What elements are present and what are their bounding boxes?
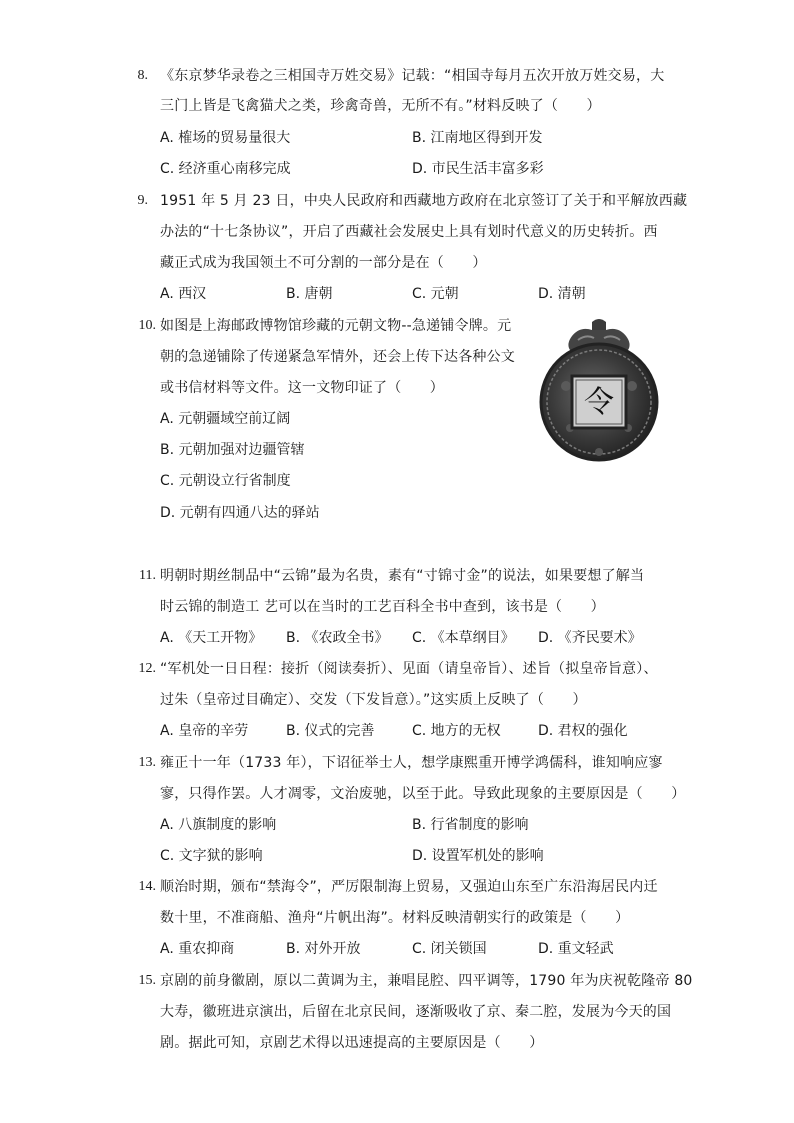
question-text: 办法的“十七条协议”，开启了西藏社会发展史上具有划时代意义的历史转折。西: [160, 224, 658, 240]
option-a[interactable]: A. 元朝疆域空前辽阔: [160, 411, 291, 427]
question-text: 数十里，不准商船、渔舟“片帆出海”。材料反映清朝实行的政策是（ ）: [160, 910, 630, 926]
question-text: 顺治时期，颁布“禁海令”，严厉限制海上贸易，又强迫山东至广东沿海居民内迁: [160, 879, 658, 895]
question-text: 时云锦的制造工 艺可以在当时的工艺百科全书中查到，该书是（ ）: [160, 599, 605, 615]
option-c[interactable]: C. 地方的无权: [412, 723, 501, 739]
option-d[interactable]: D. 君权的强化: [538, 723, 628, 739]
option-b[interactable]: B. 江南地区得到开发: [412, 130, 543, 146]
question-text: 《东京梦华录卷之三相国寺万姓交易》记载：“相国寺每月五次开放万姓交易，大: [160, 68, 665, 84]
question-text: 寥，只得作罢。人才凋零，文治废驰，以至于此。导致此现象的主要原因是（ ）: [160, 786, 686, 802]
option-b[interactable]: B. 仪式的完善: [286, 723, 375, 739]
option-c[interactable]: C. 闭关锁国: [412, 941, 487, 957]
option-d[interactable]: D. 元朝有四通八达的驿站: [160, 505, 320, 521]
option-c[interactable]: C. 元朝设立行省制度: [160, 473, 291, 489]
option-b[interactable]: B. 对外开放: [286, 941, 361, 957]
question-text: 雍正十一年（1733 年），下诏征举士人，想学康熙重开博学鸿儒科，谁知响应寥: [160, 755, 663, 771]
option-a[interactable]: A. 重农抑商: [160, 941, 235, 957]
question-number: 13.: [138, 755, 156, 770]
option-a[interactable]: A. 西汉: [160, 286, 207, 302]
question-text: 京剧的前身徽剧，原以二黄调为主，兼唱昆腔、四平调等，1790 年为庆祝乾隆帝 80: [160, 973, 693, 989]
question-number: 11.: [139, 568, 156, 583]
question-text: 如图是上海邮政博物馆珍藏的元朝文物--急递铺令牌。元: [160, 318, 512, 334]
option-c[interactable]: C. 《本草纲目》: [412, 630, 515, 646]
option-c[interactable]: C. 元朝: [412, 286, 459, 302]
option-a[interactable]: A. 榷场的贸易量很大: [160, 130, 291, 146]
question-text: 或书信材料等文件。这一文物印证了（ ）: [160, 380, 444, 396]
question-number: 14.: [138, 879, 156, 894]
courier-token-image: [536, 316, 662, 464]
option-d[interactable]: D. 设置军机处的影响: [412, 848, 544, 864]
question-number: 9.: [137, 193, 148, 208]
question-number: 12.: [138, 661, 156, 676]
option-d[interactable]: D. 重文轻武: [538, 941, 614, 957]
option-b[interactable]: B. 行省制度的影响: [412, 817, 529, 833]
question-text: 过朱（皇帝过目确定）、交发（下发旨意）。”这实质上反映了（ ）: [160, 692, 587, 708]
option-c[interactable]: C. 文字狱的影响: [160, 848, 263, 864]
option-d[interactable]: D. 清朝: [538, 286, 586, 302]
question-text: 藏正式成为我国领土不可分割的一部分是在（ ）: [160, 255, 487, 271]
option-b[interactable]: B. 《农政全书》: [286, 630, 389, 646]
option-b[interactable]: B. 唐朝: [286, 286, 333, 302]
question-text: 剧。据此可知，京剧艺术得以迅速提高的主要原因是（ ）: [160, 1035, 544, 1051]
option-d[interactable]: D. 市民生活丰富多彩: [412, 161, 544, 177]
question-text: 三门上皆是飞禽猫犬之类，珍禽奇兽，无所不有。”材料反映了（ ）: [160, 98, 601, 114]
question-text: 1951 年 5 月 23 日，中央人民政府和西藏地方政府在北京签订了关于和平解放西藏: [160, 193, 688, 209]
question-number: 8.: [137, 68, 148, 83]
option-a[interactable]: A. 八旗制度的影响: [160, 817, 277, 833]
option-d[interactable]: D. 《齐民要术》: [538, 630, 642, 646]
question-number: 15.: [138, 973, 156, 988]
token-character: 令: [584, 385, 614, 420]
option-c[interactable]: C. 经济重心南移完成: [160, 161, 291, 177]
question-text: “军机处一日日程：接折（阅读奏折）、见面（请皇帝旨）、述旨（拟皇帝旨意）、: [160, 661, 658, 677]
option-b[interactable]: B. 元朝加强对边疆管辖: [160, 442, 305, 458]
question-number: 10.: [138, 318, 156, 333]
question-text: 明朝时期丝制品中“云锦”最为名贵，素有“寸锦寸金”的说法，如果要想了解当: [160, 568, 645, 584]
question-text: 朝的急递铺除了传递紧急军情外，还会上传下达各种公文: [160, 349, 515, 365]
option-a[interactable]: A. 皇帝的辛劳: [160, 723, 249, 739]
question-text: 大寿，徽班进京演出，后留在北京民间，逐渐吸收了京、秦二腔，发展为今天的国: [160, 1004, 672, 1020]
option-a[interactable]: A. 《天工开物》: [160, 630, 263, 646]
